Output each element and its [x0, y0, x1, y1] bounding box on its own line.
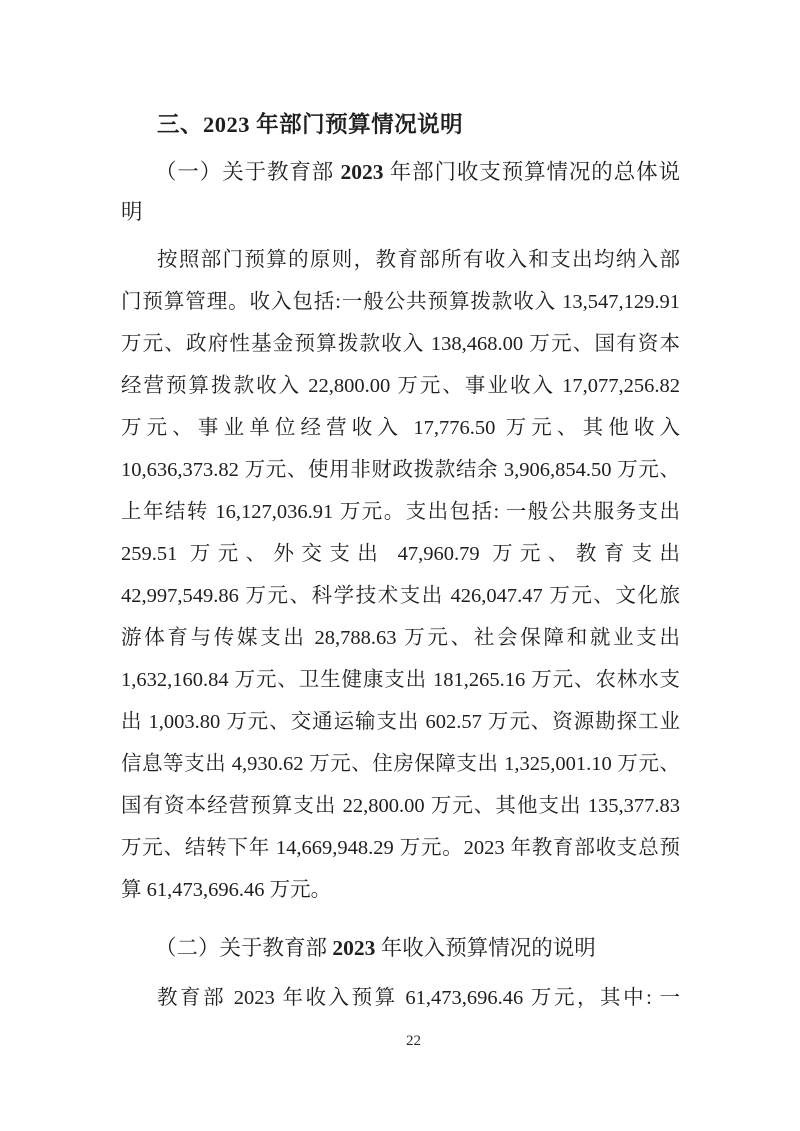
text-line: 经营预算拨款收入 22,800.00 万元、事业收入 17,077,256.82	[121, 375, 680, 397]
text-line: 游体育与传媒支出 28,788.63 万元、社会保障和就业支出	[121, 627, 680, 649]
subsection-2-title	[121, 927, 680, 969]
text-line: 教育部 2023 年收入预算 61,473,696.46 万元，其中: 一	[157, 987, 680, 1009]
paragraph-income-budget	[121, 977, 680, 1019]
text-line: 259.51 万元、外交支出 47,960.79 万元、教育支出	[121, 543, 680, 565]
text-line: 万元、结转下年 14,669,948.29 万元。2023 年教育部收支总预	[121, 837, 680, 859]
title-text: （一）关于教育部	[155, 160, 341, 184]
title-text: 年收入预算情况的说明	[375, 936, 596, 960]
text-line: 门预算管理。收入包括:一般公共预算拨款收入 13,547,129.91	[121, 291, 680, 313]
text-line: 万元、政府性基金预算拨款收入 138,468.00 万元、国有资本	[121, 333, 680, 355]
text-line: 42,997,549.86 万元、科学技术支出 426,047.47 万元、文化旅	[121, 585, 680, 607]
text-line: 按照部门预算的原则，教育部所有收入和支出均纳入部	[157, 249, 680, 271]
page-number: 22	[406, 1033, 421, 1049]
subsection-1-title-line-2: 明	[121, 200, 143, 224]
text-line: 1,632,160.84 万元、卫生健康支出 181,265.16 万元、农林水支	[121, 669, 680, 691]
subsection-1-title	[121, 152, 680, 232]
text-line: 10,636,373.82 万元、使用非财政拨款结余 3,906,854.50 万元、	[121, 459, 680, 481]
title-text: （二）关于教育部	[155, 936, 333, 960]
text-line: 信息等支出 4,930.62 万元、住房保障支出 1,325,001.10 万元、	[121, 753, 680, 775]
bold-year-text: 2023	[332, 936, 376, 960]
text-line: 上年结转 16,127,036.91 万元。支出包括: 一般公共服务支出	[121, 501, 680, 523]
section-heading: 三、2023 年部门预算情况说明	[157, 112, 464, 137]
title-text: 年部门收支预算情况的总体说	[383, 160, 680, 184]
bold-year-text: 2023	[340, 160, 384, 184]
text-line: 万元、事业单位经营收入 17,776.50 万元、其他收入	[121, 417, 680, 439]
text-line: 国有资本经营预算支出 22,800.00 万元、其他支出 135,377.83	[121, 795, 680, 817]
text-line: 出 1,003.80 万元、交通运输支出 602.57 万元、资源勘探工业	[121, 711, 680, 733]
paragraph-budget-overview	[121, 239, 680, 911]
subsection-1-title-line-1	[121, 152, 680, 192]
text-line: 算 61,473,696.46 万元。	[121, 879, 332, 901]
